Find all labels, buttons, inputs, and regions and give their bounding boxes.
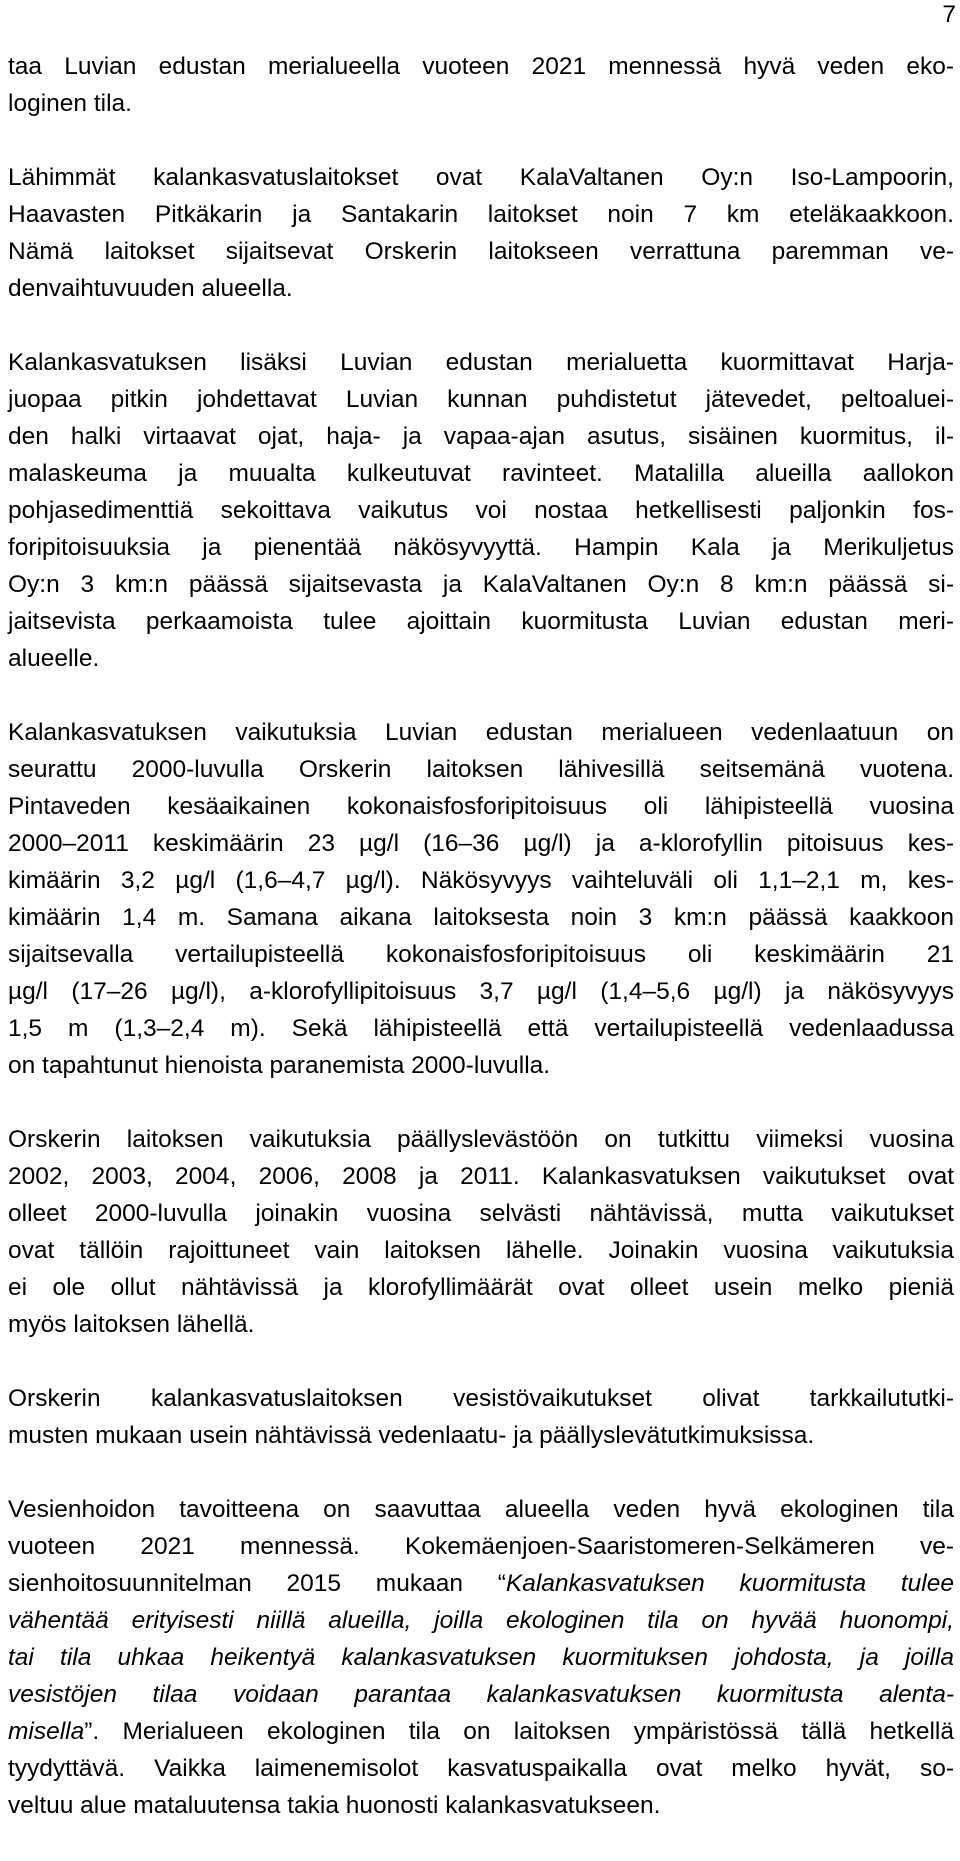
- text-line: foripitoisuuksia ja pienentää näkösyvyyttä. Hampin Kala ja Merikuljetus: [8, 534, 954, 561]
- paragraph: [8, 1121, 954, 1343]
- text-line: 1,5 m (1,3–2,4 m). Sekä lähipisteellä että vertailupisteellä vedenlaadussa: [8, 1015, 954, 1042]
- text-line: olleet 2000-luvulla joinakin vuosina selvästi nähtävissä, mutta vaikutukset: [8, 1200, 954, 1227]
- quoted-italic-text: misella: [8, 1718, 85, 1745]
- document-body: [8, 48, 954, 1861]
- text-line: Pintaveden kesäaikainen kokonaisfosforipitoisuus oli lähipisteellä vuosina: [8, 793, 954, 820]
- paragraph: [8, 1491, 954, 1824]
- text-line: [8, 1565, 954, 1602]
- text-line: pohjasedimenttiä sekoittava vaikutus voi nostaa hetkellisesti paljonkin fos-: [8, 497, 954, 524]
- text-run: ”. Merialueen ekologinen tila on laitoksen ympäristössä tällä hetkellä: [84, 1718, 954, 1745]
- text-line: kimäärin 1,4 m. Samana aikana laitoksesta noin 3 km:n päässä kaakkoon: [8, 904, 954, 931]
- text-line: myös laitoksen lähellä.: [8, 1311, 255, 1338]
- paragraph: [8, 344, 954, 677]
- text-line: Orskerin kalankasvatuslaitoksen vesistövaikutukset olivat tarkkailututki-: [8, 1385, 954, 1412]
- text-line: seurattu 2000-luvulla Orskerin laitoksen lähivesillä seitsemänä vuotena.: [8, 756, 954, 783]
- text-line: tyydyttävä. Vaikka laimenemisolot kasvatuspaikalla ovat melko hyvät, so-: [8, 1755, 954, 1782]
- text-line: veltuu alue mataluutensa takia huonosti kalankasvatukseen.: [8, 1792, 661, 1819]
- page-number: 7: [942, 1, 956, 28]
- text-line: Haavasten Pitkäkarin ja Santakarin laitokset noin 7 km eteläkaakkoon.: [8, 201, 954, 228]
- text-line: [8, 1713, 954, 1750]
- paragraph: [8, 159, 954, 307]
- text-line: Vesienhoidon tavoitteena on saavuttaa alueella veden hyvä ekologinen tila: [8, 1496, 954, 1523]
- text-line: Lähimmät kalankasvatuslaitokset ovat KalaValtanen Oy:n Iso-Lampoorin,: [8, 164, 954, 191]
- quoted-italic-text: vesistöjen tilaa voidaan parantaa kalankasvatuksen kuormitusta alenta-: [8, 1681, 954, 1708]
- text-line: µg/l (17–26 µg/l), a-klorofyllipitoisuus 3,7 µg/l (1,4–5,6 µg/l) ja näkösyvyys: [8, 978, 954, 1005]
- text-line: malaskeuma ja muualta kulkeutuvat ravinteet. Matalilla alueilla aallokon: [8, 460, 954, 487]
- text-line: on tapahtunut hienoista paranemista 2000-luvulla.: [8, 1052, 551, 1079]
- quoted-italic-text: Kalankasvatuksen kuormitusta tulee: [505, 1570, 954, 1597]
- text-line: taa Luvian edustan merialueella vuoteen 2021 mennessä hyvä veden eko-: [8, 53, 954, 80]
- quoted-italic-text: vähentää erityisesti niillä alueilla, joilla ekologinen tila on hyvää huonompi,: [8, 1607, 954, 1634]
- text-line: Kalankasvatuksen vaikutuksia Luvian edustan merialueen vedenlaatuun on: [8, 719, 954, 746]
- text-line: [8, 1639, 954, 1676]
- text-line: 2002, 2003, 2004, 2006, 2008 ja 2011. Kalankasvatuksen vaikutukset ovat: [8, 1163, 954, 1190]
- text-line: alueelle.: [8, 645, 100, 672]
- text-line: Orskerin laitoksen vaikutuksia päällyslevästöön on tutkittu viimeksi vuosina: [8, 1126, 954, 1153]
- paragraph: [8, 1380, 954, 1454]
- quoted-italic-text: tai tila uhkaa heikentyä kalankasvatuksen kuormituksen johdosta, ja joilla: [8, 1644, 954, 1671]
- text-line: jaitsevista perkaamoista tulee ajoittain kuormitusta Luvian edustan meri-: [8, 608, 954, 635]
- text-line: [8, 1676, 954, 1713]
- text-line: sijaitsevalla vertailupisteellä kokonaisfosforipitoisuus oli keskimäärin 21: [8, 941, 954, 968]
- text-line: loginen tila.: [8, 90, 132, 117]
- text-line: juopaa pitkin johdettavat Luvian kunnan puhdistetut jätevedet, peltoaluei-: [8, 386, 954, 413]
- text-line: kimäärin 3,2 µg/l (1,6–4,7 µg/l). Näkösyvyys vaihteluväli oli 1,1–2,1 m, kes-: [8, 867, 954, 894]
- text-run: sienhoitosuunnitelman 2015 mukaan “: [8, 1570, 506, 1597]
- text-line: den halki virtaavat ojat, haja- ja vapaa-ajan asutus, sisäinen kuormitus, il-: [8, 423, 954, 450]
- text-line: 2000–2011 keskimäärin 23 µg/l (16–36 µg/l) ja a-klorofyllin pitoisuus kes-: [8, 830, 954, 857]
- text-line: ovat tällöin rajoittuneet vain laitoksen lähelle. Joinakin vuosina vaikutuksia: [8, 1237, 954, 1264]
- paragraph: [8, 48, 954, 122]
- text-line: musten mukaan usein nähtävissä vedenlaatu- ja päällyslevätutkimuksissa.: [8, 1422, 815, 1449]
- text-line: Nämä laitokset sijaitsevat Orskerin laitokseen verrattuna paremman ve-: [8, 238, 954, 265]
- text-line: denvaihtuvuuden alueella.: [8, 275, 293, 302]
- text-line: Oy:n 3 km:n päässä sijaitsevasta ja KalaValtanen Oy:n 8 km:n päässä si-: [8, 571, 954, 598]
- text-line: [8, 1602, 954, 1639]
- paragraph: [8, 714, 954, 1084]
- text-line: Kalankasvatuksen lisäksi Luvian edustan merialuetta kuormittavat Harja-: [8, 349, 954, 376]
- text-line: ei ole ollut nähtävissä ja klorofyllimäärät ovat olleet usein melko pieniä: [8, 1274, 954, 1301]
- text-line: vuoteen 2021 mennessä. Kokemäenjoen-Saaristomeren-Selkämeren ve-: [8, 1533, 954, 1560]
